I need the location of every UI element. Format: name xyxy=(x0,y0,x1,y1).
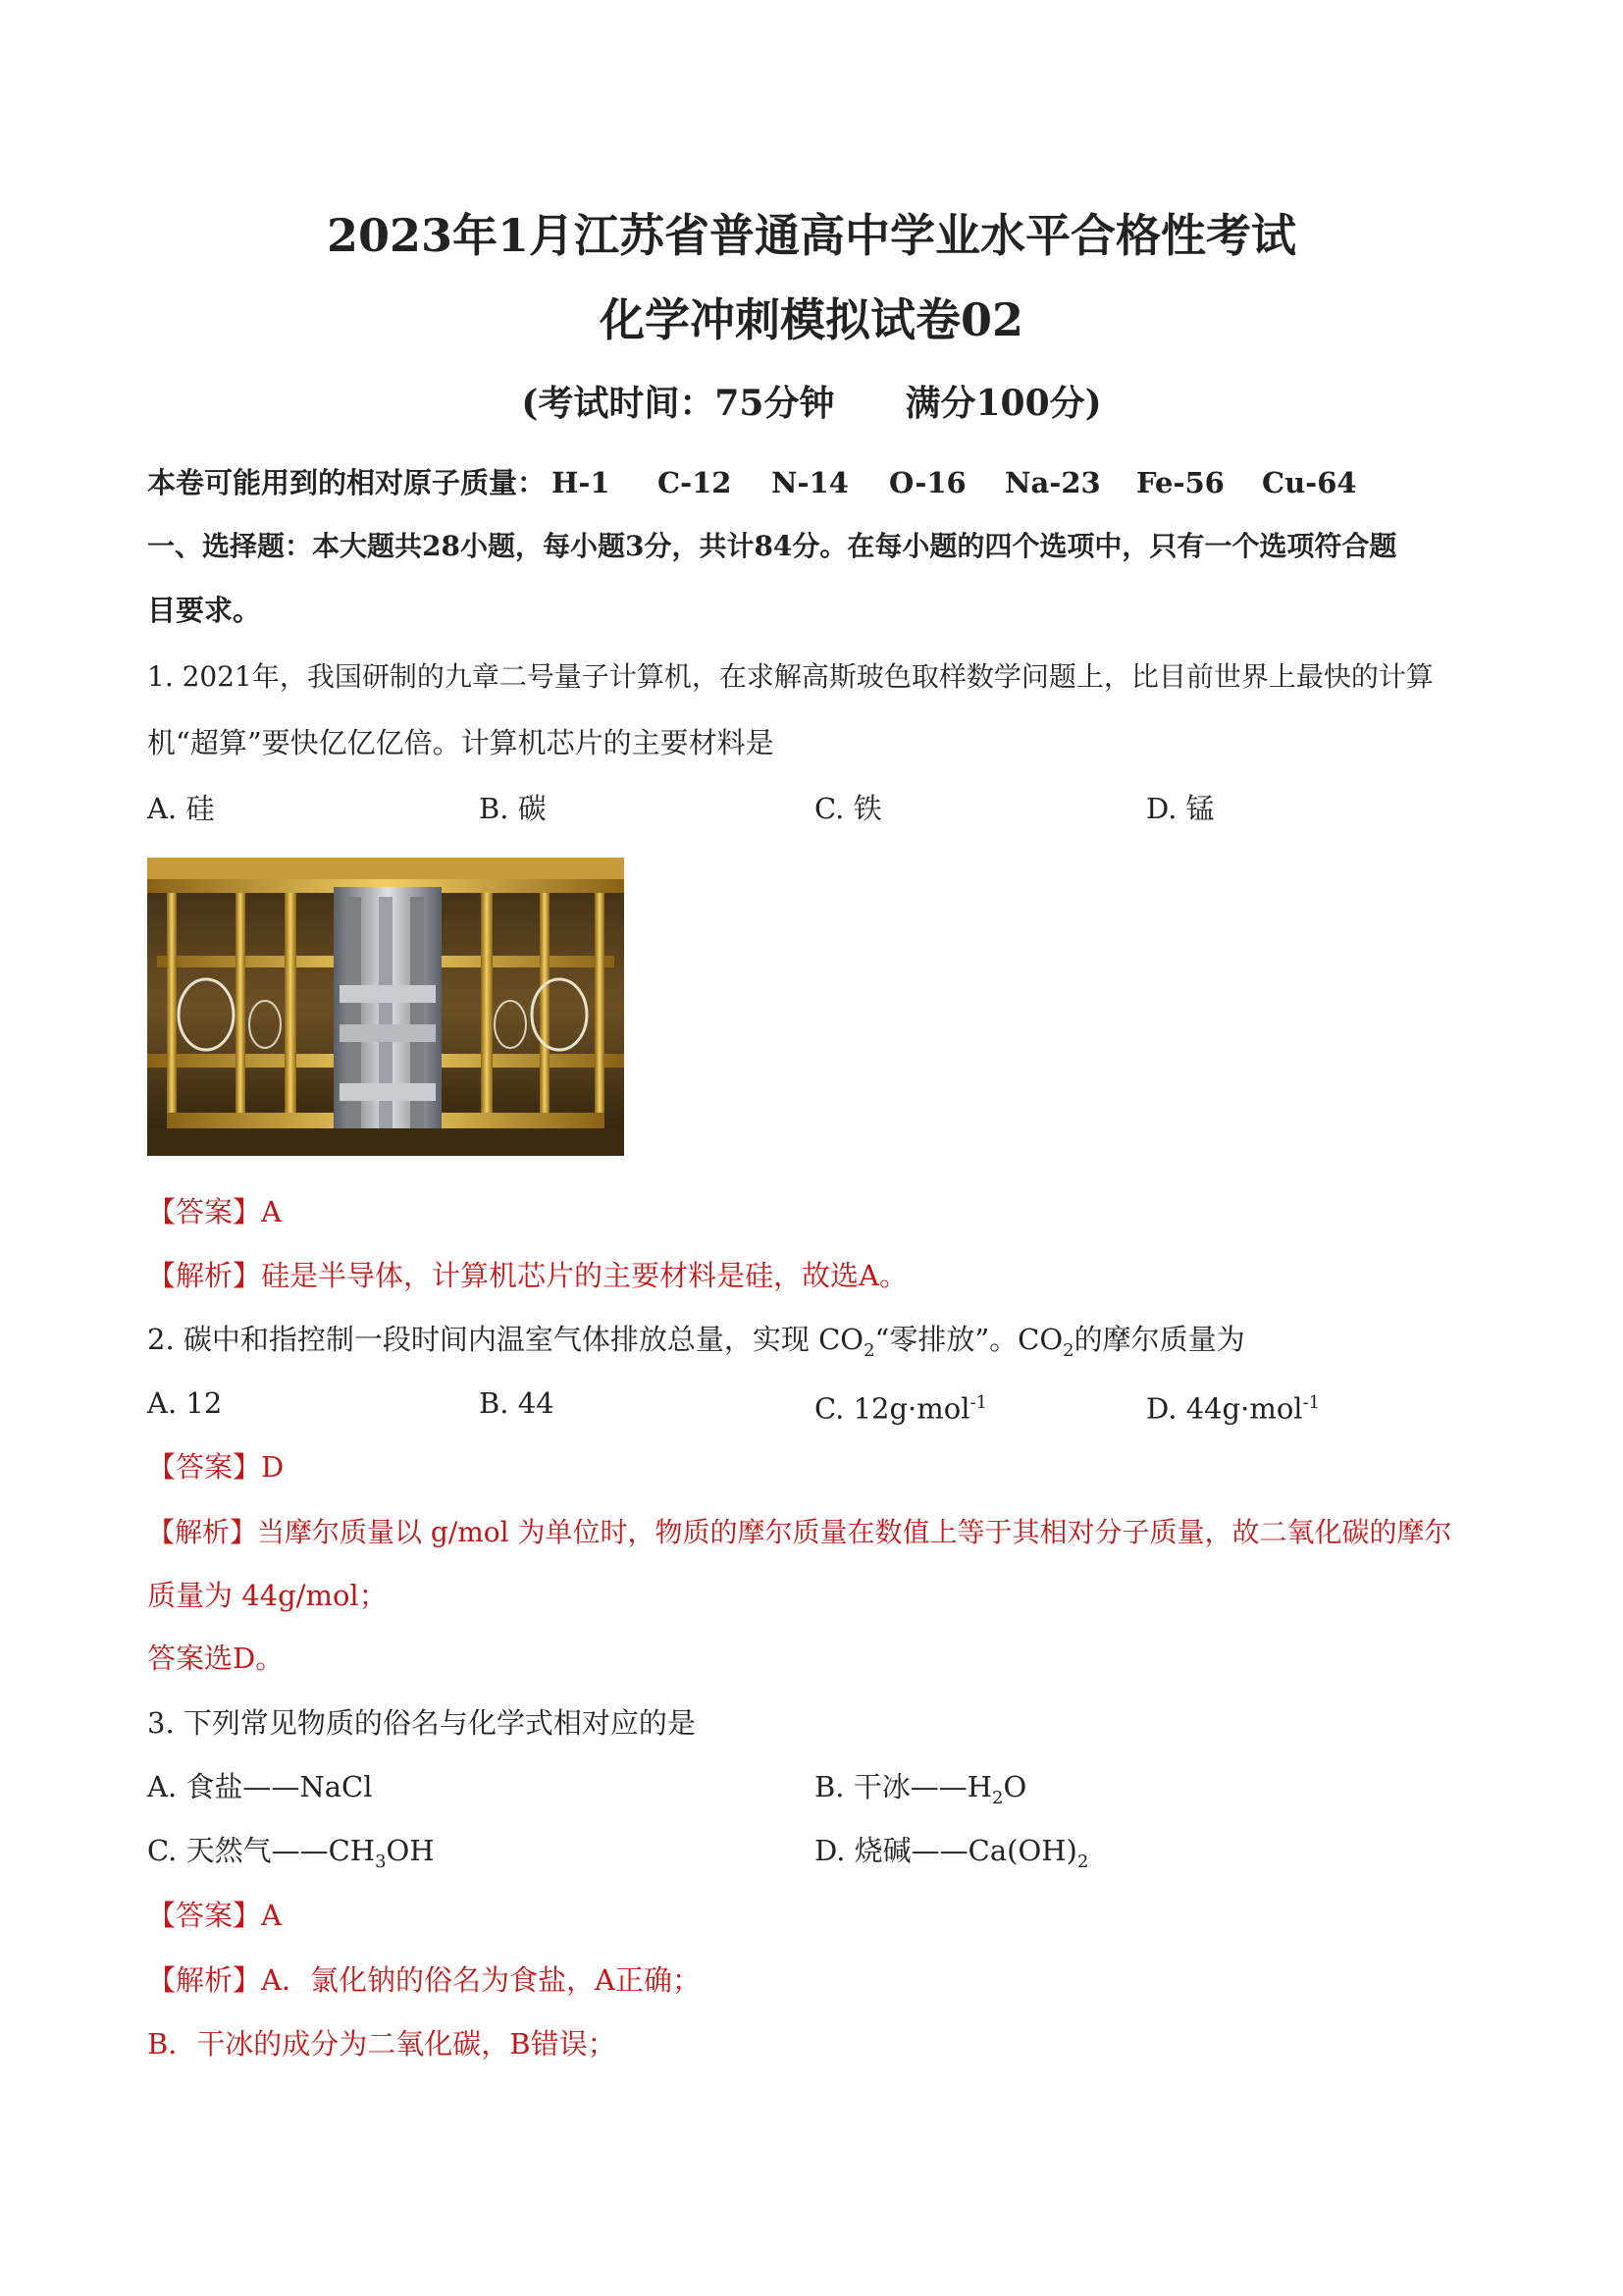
q2-analysis-line2: 质量为 44g/mol； xyxy=(147,1579,388,1612)
q3-option-d: D. 烧碱$——Ca(OH)_2$ xyxy=(814,1834,1089,1872)
q3-analysis-line1: 【解析】A．氯化钠的俗名为食盐，A正确； xyxy=(147,1963,701,1997)
q1-option-a: A. 硅 xyxy=(147,792,215,825)
exam-title: 2023年1月江苏省普通高中学业水平合格性考试 xyxy=(326,209,1297,262)
q2-option-c: C. 12g·mol$^{-1}$ xyxy=(814,1391,988,1426)
atomic-mass-cu: Cu-64 xyxy=(1262,466,1357,499)
q3-option-a: A. 食盐——NaCl xyxy=(147,1770,373,1803)
paper-title: 化学冲刺模拟试卷02 xyxy=(599,293,1023,346)
q2-analysis-line3: 答案选D。 xyxy=(147,1642,285,1675)
q2-stem: 2. 碳中和指控制一段时间内温室气体排放总量，实现 $CO_2“$零排放”。$CO_2$的摩尔质量为 xyxy=(147,1323,1245,1361)
section1-heading-cont: 目要求。 xyxy=(147,594,262,627)
q2-analysis-line1: 【解析】当摩尔质量以 g/mol 为单位时，物质的摩尔质量在数值上等于其相对分子质量，故二氧化碳的摩尔 xyxy=(147,1516,1452,1548)
q1-option-b: B. 碳 xyxy=(479,792,547,825)
q3-option-c: C. 天然气$——CH_3OH$ xyxy=(147,1834,435,1872)
atomic-mass-n: N-14 xyxy=(771,466,849,499)
atomic-mass-fe: Fe-56 xyxy=(1136,466,1225,499)
q1-stem-line1: 1. 2021年，我国研制的九章二号量子计算机，在求解高斯玻色取样数学问题上，比目前世界上最快的计算 xyxy=(147,660,1434,693)
exam-time-score: (考试时间：75分钟 满分100分) xyxy=(521,383,1102,424)
q1-option-d: D. 锰 xyxy=(1146,792,1215,825)
q3-analysis-line2: B．干冰的成分为二氧化碳，B错误； xyxy=(147,2027,616,2061)
q1-option-c: C. 铁 xyxy=(814,792,882,825)
section1-heading: 一、选择题：本大题共28小题，每小题3分，共计84分。在每小题的四个选项中，只有一个选项符合题 xyxy=(147,530,1397,562)
q2-answer: 【答案】D xyxy=(147,1450,285,1484)
q1-stem-line2: 机“超算”要快亿亿亿倍。计算机芯片的主要材料是 xyxy=(147,726,774,759)
q2-option-d: D. 44g·mol$^{-1}$ xyxy=(1146,1391,1321,1426)
q1-analysis: 【解析】硅是半导体，计算机芯片的主要材料是硅，故选A。 xyxy=(147,1259,908,1292)
atomic-mass-na: Na-23 xyxy=(1005,466,1101,499)
q2-option-a: A. 12 xyxy=(147,1386,223,1420)
quantum-computer-photo xyxy=(147,858,624,1156)
atomic-mass-o: O-16 xyxy=(889,466,967,499)
q2-option-b: B. 44 xyxy=(479,1386,554,1420)
q3-stem: 3. 下列常见物质的俗名与化学式相对应的是 xyxy=(147,1706,696,1740)
q3-answer: 【答案】A xyxy=(147,1899,282,1932)
q3-option-b: B. 干冰$——H_2O$ xyxy=(814,1770,1027,1808)
q1-answer: 【答案】A xyxy=(147,1195,282,1228)
atomic-mass-h: H-1 xyxy=(551,466,610,499)
atomic-mass-label: 本卷可能用到的相对原子质量： xyxy=(147,466,547,499)
atomic-mass-c: C-12 xyxy=(657,466,732,499)
